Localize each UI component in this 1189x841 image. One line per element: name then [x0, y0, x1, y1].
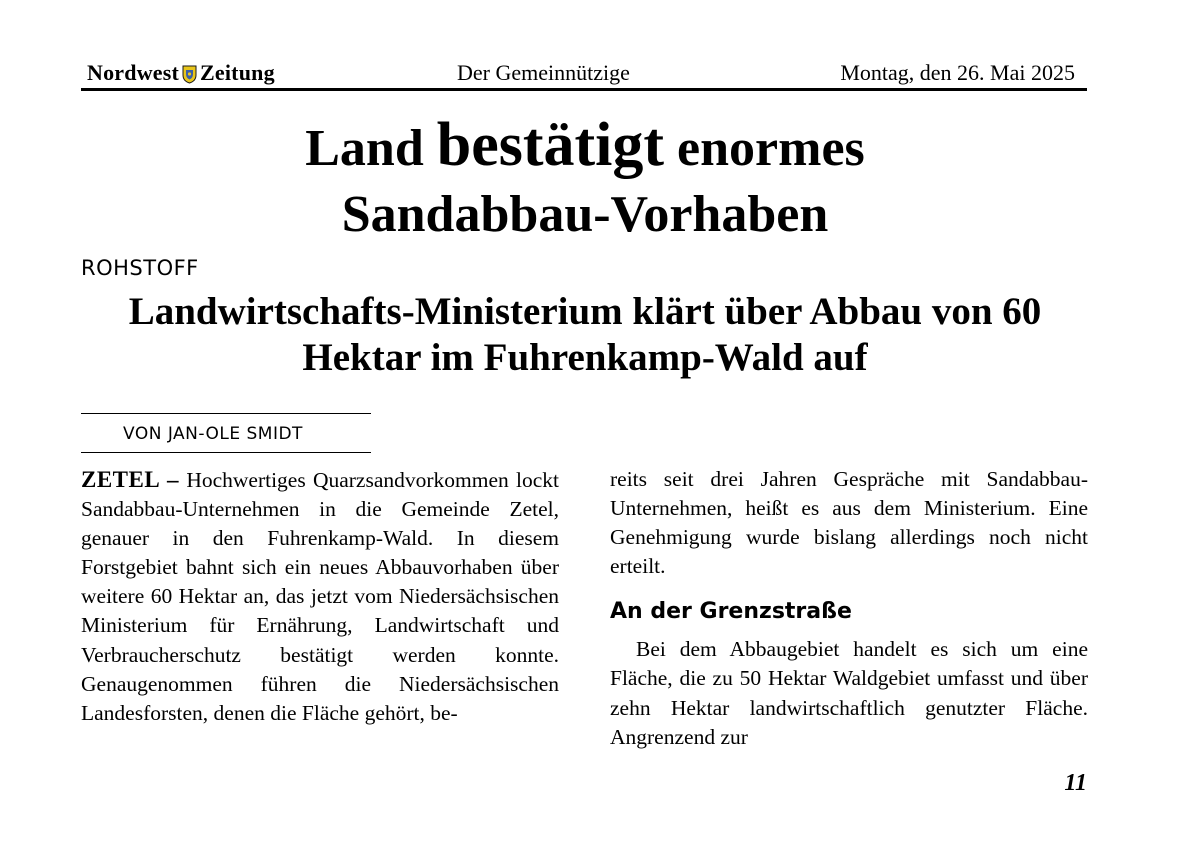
article-paragraph-1: [81, 465, 559, 728]
issue-date: Montag, den 26. Mai 2025: [840, 60, 1075, 85]
article-paragraph-3: Bei dem Abbaugebiet handelt es sich um eine Fläche, die zu 50 Hektar Waldgebiet umfasst und über zehn Hektar landwirtschaftlich genutzter Fläche. Angrenzend zur: [610, 637, 1088, 749]
edition-name: Der Gemeinnützige: [457, 60, 630, 85]
article-paragraph-2: reits seit drei Jahren Gespräche mit Sandabbau-Unternehmen, heißt es aus dem Ministerium. Eine Genehmigung wurde bislang allerdings noch nicht erteilt.: [610, 467, 1088, 579]
article-column-1: [81, 465, 559, 728]
headline-part2: bestätigt: [436, 111, 665, 179]
headline-part3: enormes: [677, 120, 865, 177]
coat-of-arms-icon: [182, 64, 197, 83]
paper-name-part2: Zeitung: [200, 60, 275, 85]
kicker: ROHSTOFF: [81, 256, 199, 280]
article-column-2: [610, 465, 1088, 752]
dateline: ZETEL –: [81, 467, 180, 492]
subheadline: Landwirtschafts-Ministerium klärt über Abbau von 60 Hektar im Fuhrenkamp-Wald auf: [128, 290, 1042, 379]
headline: [81, 112, 1089, 248]
headline-part1: Land: [305, 120, 424, 177]
paper-name: [87, 60, 275, 86]
section-heading: An der Grenzstraße: [610, 599, 852, 625]
byline: VON JAN-OLE SMIDT: [81, 413, 371, 453]
masthead: [81, 58, 1087, 91]
headline-line2: Sandabbau-Vorhaben: [341, 186, 829, 243]
paper-name-part1: Nordwest: [87, 60, 180, 85]
page-number: 11: [1064, 770, 1087, 796]
column-1-text: Hochwertiges Quarzsandvorkommen lockt Sandabbau-Unternehmen in die Gemeinde Zetel, genauer in den Fuhrenkamp-Wald. In diesem Forstgebiet bahnt sich ein neues Abbauvorhaben über weitere 60 Hektar an, das jetzt vom Niedersächsischen Ministerium für Ernährung, Landwirtschaft und Verbraucherschutz bestätigt werden konnte. Genaugenommen führen die Niedersächsischen Landesforsten, denen die Fläche gehört, be-: [81, 468, 560, 725]
